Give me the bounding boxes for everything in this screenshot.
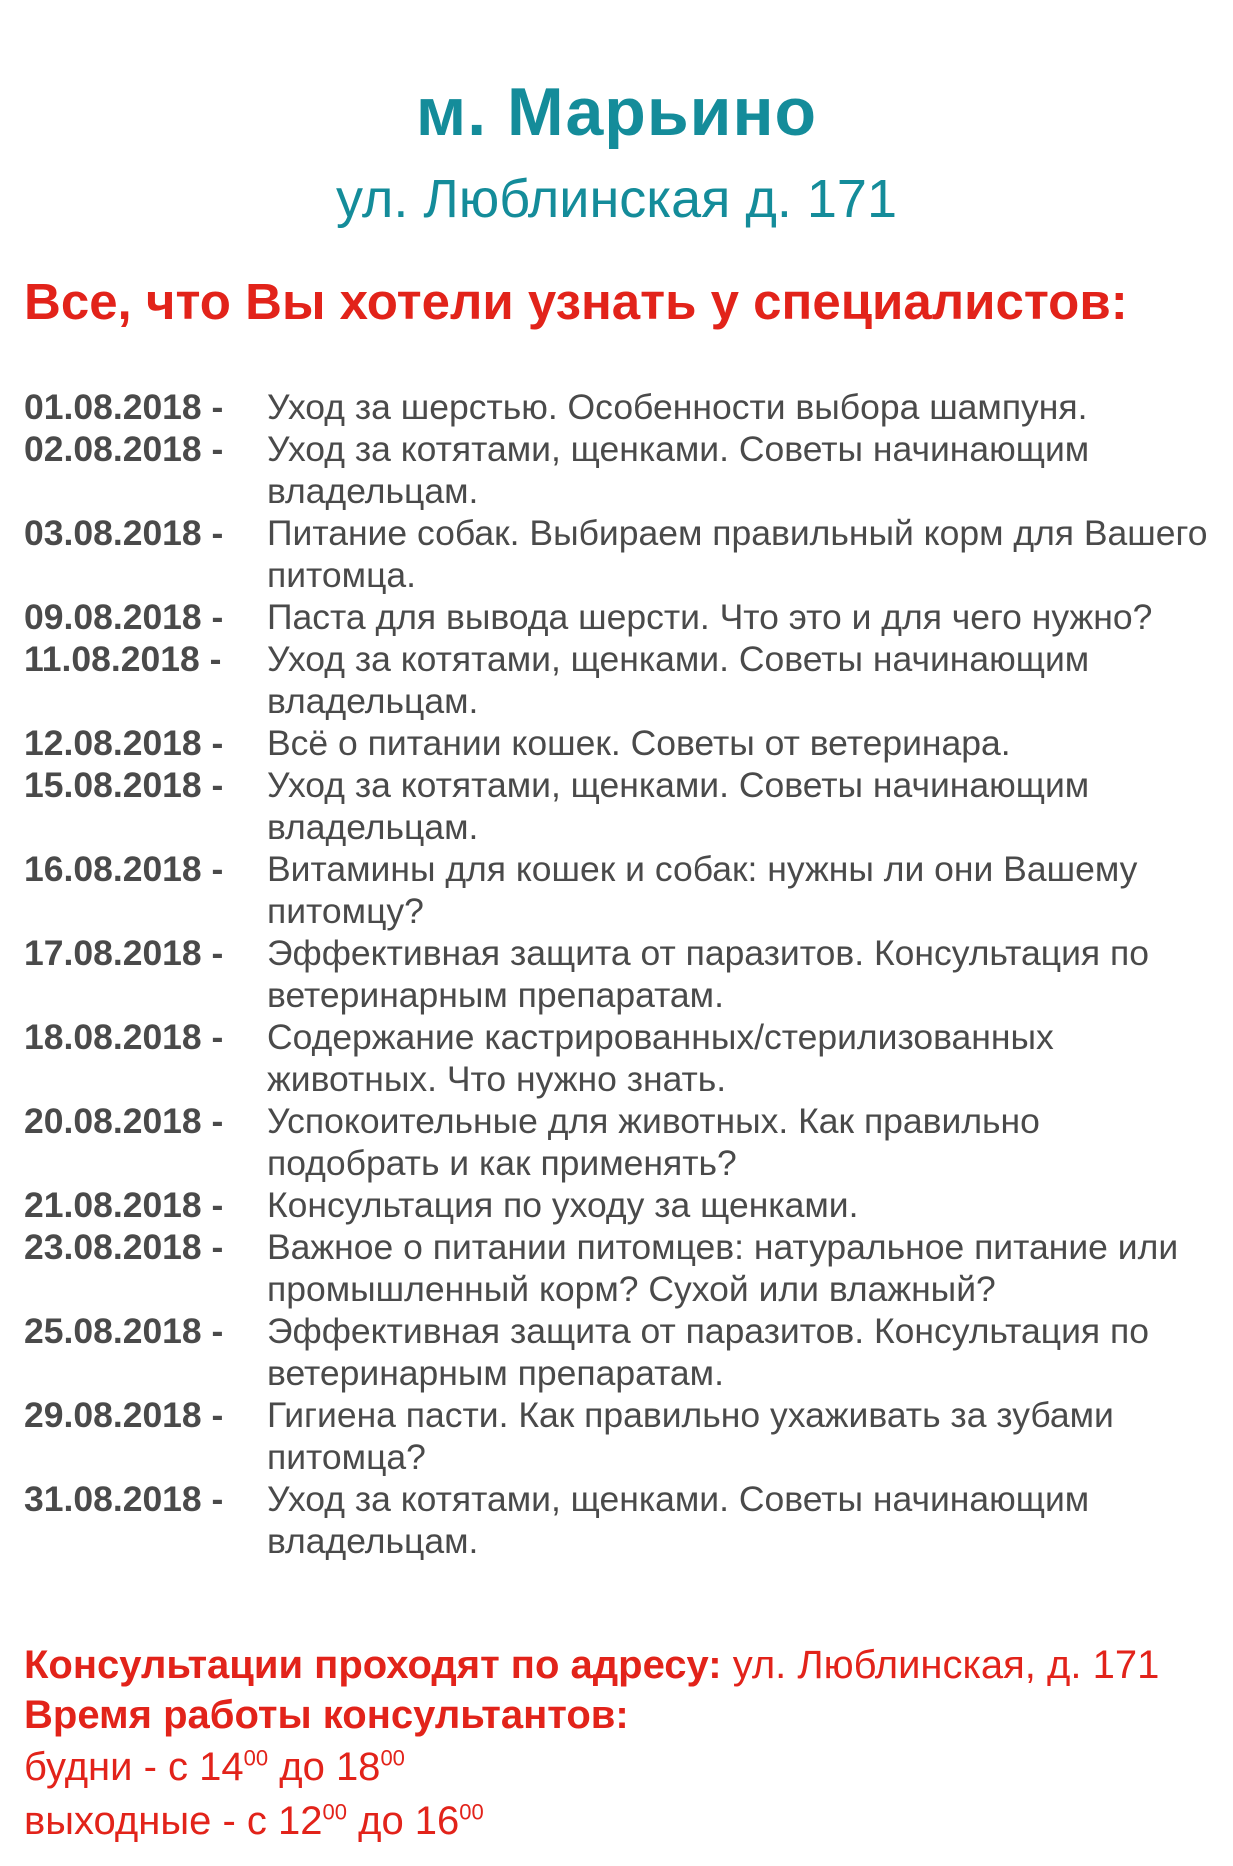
schedule-topic: Уход за шерстью. Особенности выбора шампуня. [267, 387, 1088, 427]
schedule-topic: Успокоительные для животных. Как правильно подобрать и как применять? [267, 1101, 1040, 1183]
schedule-topic: Уход за котятами, щенками. Советы начинающим владельцам. [267, 639, 1090, 721]
schedule-date: 11.08.2018 - [24, 639, 222, 679]
schedule-row [24, 1226, 1214, 1310]
address-label: Консультации проходят по адресу: [24, 1643, 722, 1687]
schedule-topic: Эффективная защита от паразитов. Консультация по ветеринарным препаратам. [267, 933, 1149, 1015]
schedule-row [24, 386, 1214, 428]
schedule-date: 02.08.2018 - [24, 429, 224, 469]
hours-label: Время работы консультантов: [24, 1693, 629, 1737]
schedule-topic: Уход за котятами, щенками. Советы начинающим владельцам. [267, 429, 1090, 511]
schedule-row [24, 764, 1214, 848]
schedule-date: 12.08.2018 - [24, 723, 224, 763]
schedule-date: 25.08.2018 - [24, 1311, 224, 1351]
schedule-date: 20.08.2018 - [24, 1101, 224, 1141]
schedule-date: 17.08.2018 - [24, 933, 224, 973]
schedule-row [24, 638, 1214, 722]
schedule-row [24, 1016, 1214, 1100]
headline: Все, что Вы хотели узнать у специалистов: [24, 273, 1128, 330]
schedule-row [24, 848, 1214, 932]
schedule-topic: Всё о питании кошек. Советы от ветеринара. [267, 723, 1011, 763]
schedule-date: 15.08.2018 - [24, 765, 224, 805]
schedule-row [24, 1100, 1214, 1184]
schedule-date: 03.08.2018 - [24, 513, 224, 553]
schedule-topic: Витамины для кошек и собак: нужны ли они Вашему питомцу? [267, 849, 1138, 931]
schedule-row [24, 596, 1214, 638]
station-title: м. Марьино [415, 74, 818, 150]
schedule-row [24, 1184, 1214, 1226]
schedule-date: 16.08.2018 - [24, 849, 224, 889]
schedule-row [24, 1394, 1214, 1478]
schedule-row [24, 428, 1214, 512]
schedule-row [24, 932, 1214, 1016]
schedule-date: 18.08.2018 - [24, 1017, 224, 1057]
schedule-row [24, 1478, 1214, 1562]
schedule-topic: Содержание кастрированных/стерилизованных животных. Что нужно знать. [267, 1017, 1054, 1099]
schedule-row [24, 512, 1214, 596]
schedule-date: 01.08.2018 - [24, 387, 224, 427]
address-value: ул. Люблинская, д. 171 [721, 1643, 1160, 1687]
schedule-list [24, 386, 1214, 1562]
schedule-row [24, 1310, 1214, 1394]
header [0, 72, 1233, 232]
schedule-topic: Консультация по уходу за щенками. [267, 1185, 859, 1225]
schedule-topic: Уход за котятами, щенками. Советы начинающим владельцам. [267, 765, 1090, 847]
schedule-topic: Важное о питании питомцев: натуральное питание или промышленный корм? Сухой или влажный? [267, 1227, 1179, 1309]
schedule-date: 21.08.2018 - [24, 1185, 224, 1225]
weekday-hours: будни - с $14^{00}$ до $18^{00}$ [24, 1745, 405, 1789]
schedule-date: 31.08.2018 - [24, 1479, 224, 1519]
schedule-date: 23.08.2018 - [24, 1227, 224, 1267]
schedule-topic: Уход за котятами, щенками. Советы начинающим владельцам. [267, 1479, 1090, 1561]
schedule-topic: Эффективная защита от паразитов. Консультация по ветеринарным препаратам. [267, 1311, 1149, 1393]
schedule-date: 09.08.2018 - [24, 597, 224, 637]
schedule-topic: Питание собак. Выбираем правильный корм для Вашего питомца. [267, 513, 1208, 595]
schedule-topic: Гигиена пасти. Как правильно ухаживать за зубами питомца? [267, 1395, 1114, 1477]
schedule-row [24, 722, 1214, 764]
schedule-date: 29.08.2018 - [24, 1395, 224, 1435]
store-address: ул. Люблинская д. 171 [336, 169, 897, 229]
footer [24, 1640, 1214, 1848]
weekend-hours: выходные - с $12^{00}$ до $16^{00}$ [24, 1799, 484, 1843]
consultation-address [24, 1640, 1214, 1690]
schedule-topic: Паста для вывода шерсти. Что это и для чего нужно? [267, 597, 1153, 637]
